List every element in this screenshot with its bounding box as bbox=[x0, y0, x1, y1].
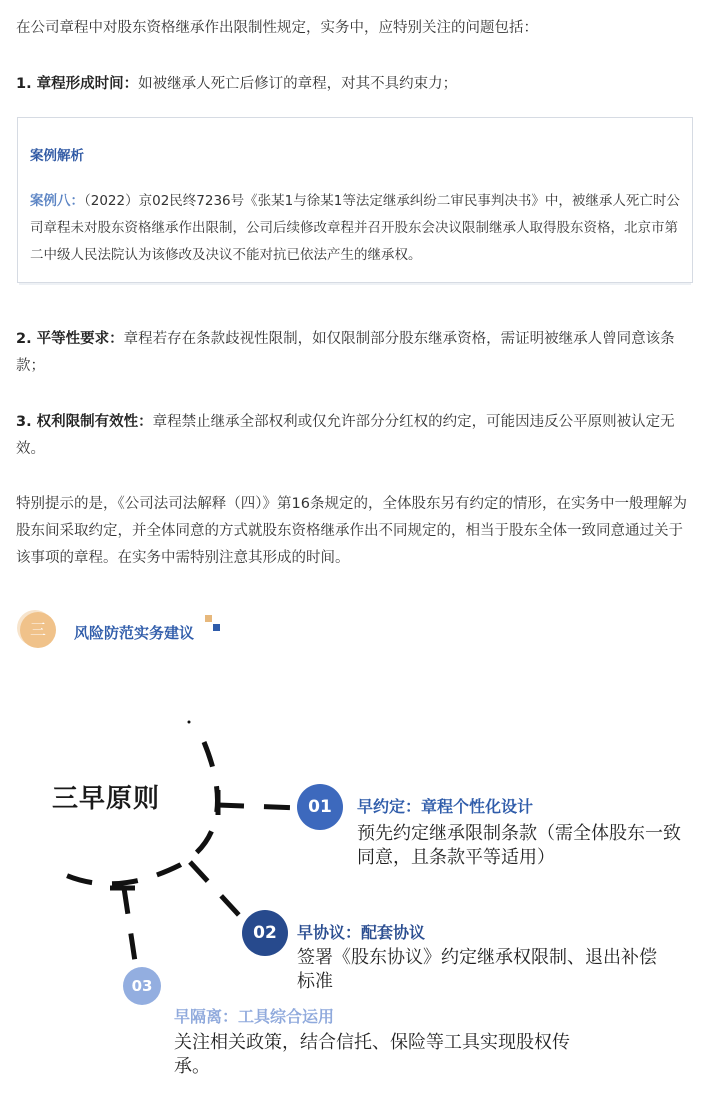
case-text bbox=[30, 188, 682, 269]
step-03-desc: 关注相关政策，结合信托、保险等工具实现股权传承。 bbox=[174, 1032, 570, 1077]
case-title: 案例解析 bbox=[30, 148, 84, 164]
step-02-title: 早协议：配套协议 bbox=[297, 923, 426, 942]
point-3-text: 章程禁止继承全部权利或仅允许部分分红权的约定，可能因违反公平原则被认定无效。 bbox=[16, 414, 675, 457]
step-badge-01: 01 bbox=[297, 784, 343, 830]
point-2-text: 章程若存在条款歧视性限制，如仅限制部分股东继承资格，需证明被继承人曾同意该条款； bbox=[16, 331, 675, 374]
section-icon: 三 bbox=[20, 612, 56, 648]
top-dot bbox=[188, 721, 191, 724]
point-1-label: 1. 章程形成时间： bbox=[16, 76, 139, 92]
point-3 bbox=[16, 409, 694, 463]
section-title: 风险防范实务建议 bbox=[74, 624, 195, 642]
point-1 bbox=[16, 71, 694, 98]
decor-square-orange bbox=[205, 615, 212, 622]
step-01-desc: 预先约定继承限制条款（需全体股东一致同意，且条款平等适用） bbox=[357, 823, 681, 868]
point-1-text: 如被继承人死亡后修订的章程，对其不具约束力； bbox=[138, 76, 458, 92]
decor-square-blue bbox=[213, 624, 220, 631]
step-02-desc: 签署《股东协议》约定继承权限制、退出补偿标准 bbox=[297, 947, 657, 992]
connector-02 bbox=[190, 862, 248, 925]
point-3-label: 3. 权利限制有效性： bbox=[16, 414, 153, 430]
note-paragraph: 特别提示的是，《公司法司法解释（四）》第16条规定的，全体股东另有约定的情形，在实务中一般理解为股东间采取约定，并全体同意的方式就股东资格继承作出不同规定的，相当于股东全体一致同意通过关于该事项的章程。在实务中需特别注意其形成的时间。 bbox=[16, 496, 687, 566]
point-2-label: 2. 平等性要求： bbox=[16, 331, 124, 347]
step-badge-03: 03 bbox=[123, 967, 161, 1005]
step-01-title: 早约定：章程个性化设计 bbox=[357, 797, 534, 816]
diagram-title: 三早原则 bbox=[52, 784, 161, 814]
case-label: 案例八： bbox=[30, 193, 84, 209]
step-badge-02: 02 bbox=[242, 910, 288, 956]
point-2 bbox=[16, 326, 694, 380]
step-03-title: 早隔离：工具综合运用 bbox=[174, 1007, 335, 1026]
case-body: （2022）京02民终7236号《张某1与徐某1等法定继承纠纷二审民事判决书》中，被继承人死亡时公司章程未对股东资格继承作出限制，公司后续修改章程并召开股东会决议限制继承人取得股东资格，北京市第二中级人民法院认为该修改及决议不能对抗已依法产生的继承权。 bbox=[30, 193, 680, 263]
connector-01 bbox=[218, 805, 300, 808]
intro-paragraph: 在公司章程中对股东资格继承作出限制性规定，实务中，应特别关注的问题包括： bbox=[16, 20, 538, 36]
connector-03 bbox=[124, 888, 136, 968]
case-box bbox=[17, 117, 693, 283]
